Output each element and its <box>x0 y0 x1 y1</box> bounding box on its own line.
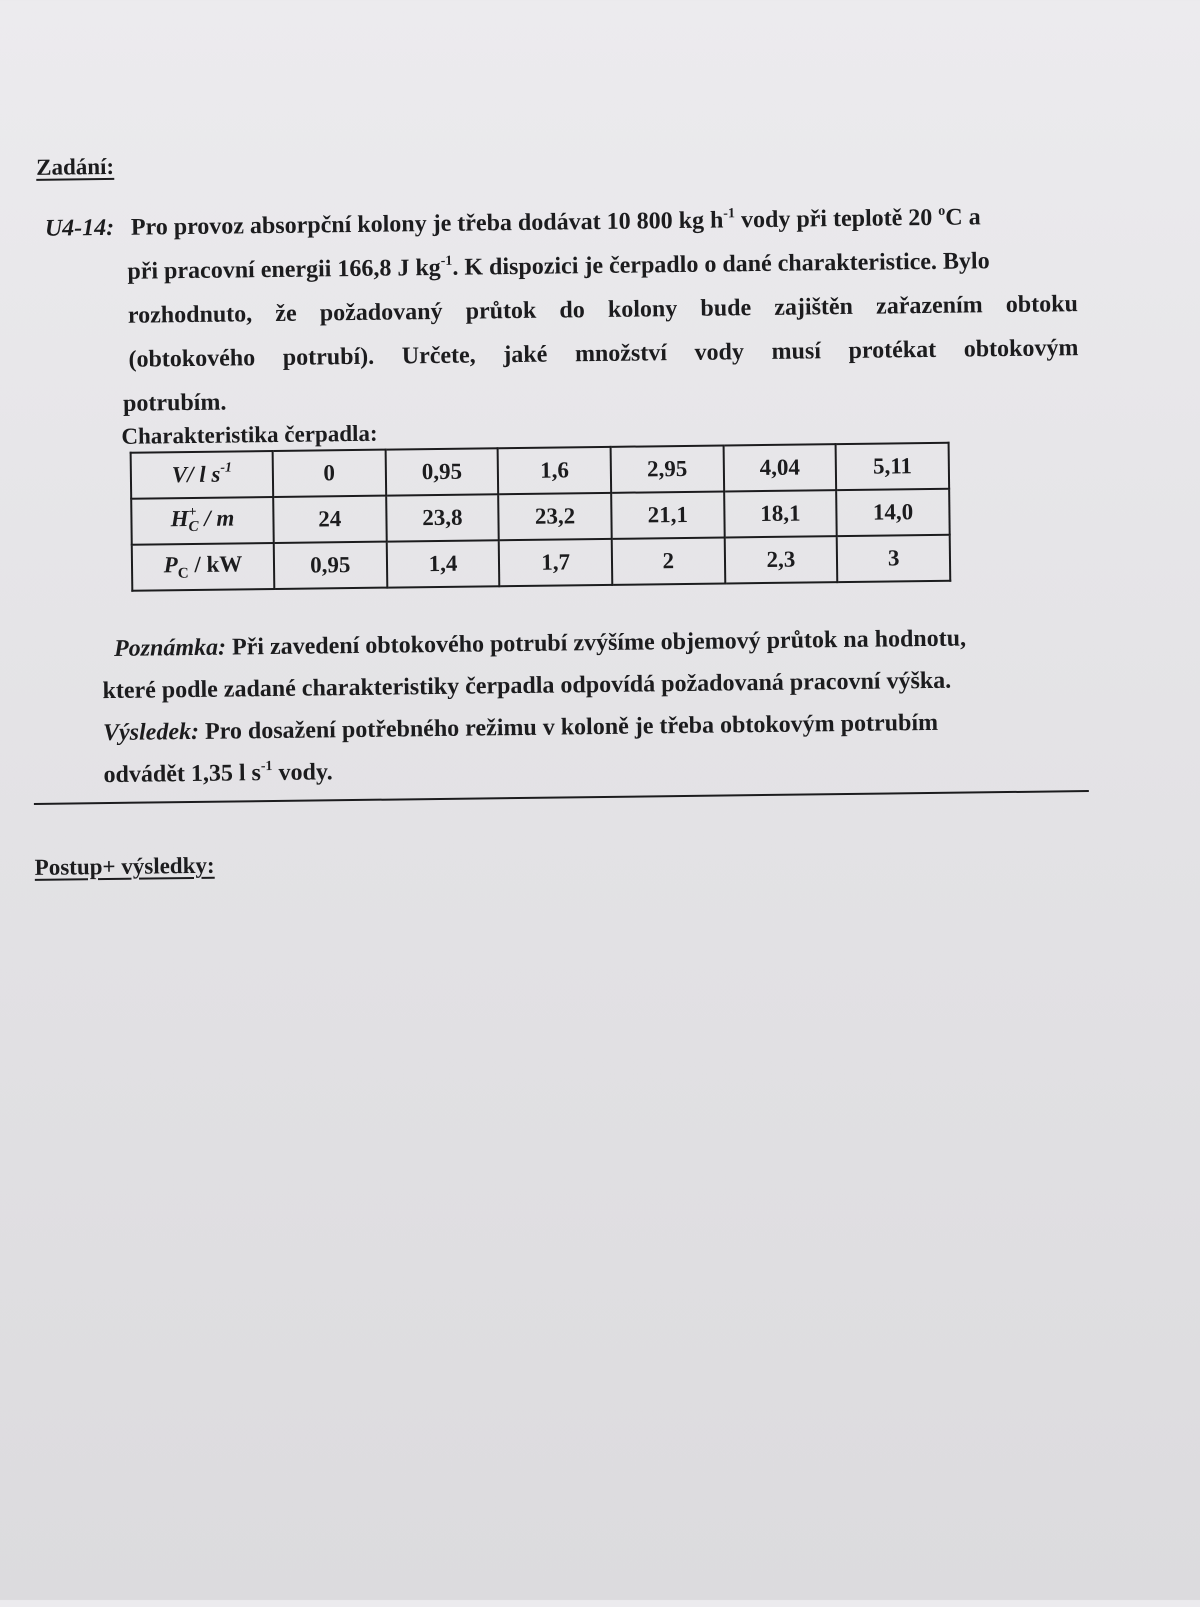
note-line-1: Poznámka: Při zavedení obtokového potrubí zvýšíme objemový průtok na hodnotu, <box>113 625 967 662</box>
table-cell: 3 <box>837 535 950 582</box>
table-row-power <box>132 535 951 591</box>
task-line-5: potrubím. <box>122 389 227 417</box>
pump-characteristic-label: Charakteristika čerpadla: <box>121 420 378 449</box>
table-cell: 21,1 <box>611 491 724 538</box>
table-cell: 1,7 <box>499 539 612 586</box>
procedure-heading: Postup+ výsledky: <box>34 852 215 880</box>
task-line-4: (obtokového potrubí). Určete, jaké množství vody musí protékat obtokovým <box>128 335 1079 373</box>
assignment-heading: Zadání: <box>35 153 115 180</box>
task-line-1: U4-14: Pro provoz absorpční kolony je třeba dodávat 10 800 kg $h^{-1}$ vody při teplotě 20 $^o$C a <box>45 194 1077 251</box>
task-line-3: rozhodnuto, že požadovaný průtok do kolony bude zajištěn zařazením obtoku <box>127 291 1079 329</box>
table-cell: 23,8 <box>386 494 499 541</box>
table-cell: 0,95 <box>274 542 387 589</box>
result-label: Výsledek: <box>102 718 200 747</box>
task-id: U4-14: <box>44 214 115 242</box>
table-cell: 18,1 <box>724 490 837 537</box>
result-line-2: odvádět 1,35 l $s^{-1}$ vody. <box>103 759 333 789</box>
table-cell: 0 <box>273 450 386 497</box>
table-cell: 2,95 <box>611 445 724 492</box>
table-cell: 14,0 <box>836 489 949 536</box>
table-cell: 4,04 <box>723 444 836 491</box>
table-cell: 2 <box>612 537 725 584</box>
table-cell: 1,4 <box>386 540 499 587</box>
task-line-2: při pracovní energii 166,8 J $kg^{-1}$. K dispozici je čerpadlo o dané charakteristice. Bylo <box>127 248 990 285</box>
row-header-flow: V/ l $s^{-1}$ <box>131 451 274 499</box>
row-header-head: $H^+_C$ / m <box>131 497 274 545</box>
table-cell: 24 <box>273 496 386 543</box>
note-label: Poznámka: <box>113 634 227 662</box>
note-block <box>102 617 1052 797</box>
pump-characteristic-table <box>130 442 952 592</box>
table-cell: 1,6 <box>498 447 611 494</box>
table-cell: 23,2 <box>498 493 611 540</box>
task-statement <box>45 194 1080 427</box>
table-cell: 2,3 <box>724 536 837 583</box>
result-line-1: Výsledek: Pro dosažení potřebného režimu v koloně je třeba obtokovým potrubím <box>102 709 939 747</box>
table-cell: 0,95 <box>385 448 498 495</box>
table-cell: 5,11 <box>836 443 949 490</box>
note-line-2: které podle zadané charakteristiky čerpadla odpovídá požadovaná pracovní výška. <box>102 667 952 705</box>
row-header-power: $P_C$ / kW <box>132 543 275 591</box>
